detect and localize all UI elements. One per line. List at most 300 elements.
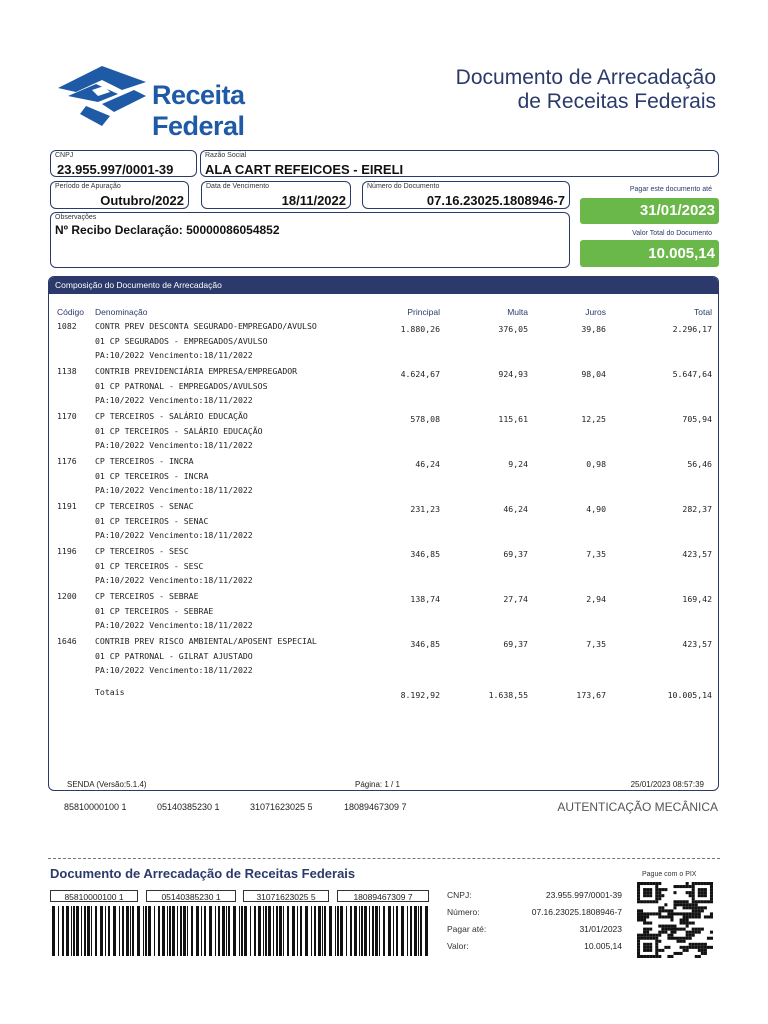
qr-module: [637, 946, 640, 949]
qr-module: [707, 937, 710, 940]
row-description: CONTR PREV DESCONTA SEGURADO-EMPREGADO/AVULSO: [95, 321, 317, 331]
qr-module: [667, 934, 670, 937]
barcode-bar: [287, 906, 289, 956]
row-period: PA:10/2022 Vencimento:18/11/2022: [95, 395, 253, 405]
qr-module: [655, 894, 658, 897]
qr-module: [637, 934, 640, 937]
qr-module: [637, 949, 640, 952]
qr-module: [698, 955, 701, 958]
qr-module: [710, 915, 713, 918]
qr-module: [677, 885, 680, 888]
row-principal: 346,85: [410, 639, 440, 649]
barcode-bar: [215, 906, 216, 956]
row-juros: 0,98: [586, 459, 606, 469]
barcode-bar: [76, 906, 79, 956]
row-multa: 46,24: [503, 504, 528, 514]
row-description: CP TERCEIROS - SESC: [95, 546, 189, 556]
qr-module: [664, 928, 667, 931]
qr-module: [692, 900, 695, 903]
row-subitem: 01 CP SEGURADOS - EMPREGADOS/AVULSO: [95, 335, 268, 346]
barcode-bar: [410, 906, 412, 956]
qr-module: [704, 915, 707, 918]
row-description: CP TERCEIROS - INCRA: [95, 456, 194, 466]
qr-module: [649, 928, 652, 931]
qr-module: [701, 949, 704, 952]
qr-module: [698, 906, 701, 909]
qr-module: [637, 912, 640, 915]
qr-module: [686, 934, 689, 937]
barcode-bar: [218, 906, 220, 956]
valor-value: 10.005,14: [580, 240, 719, 267]
qr-module: [640, 900, 643, 903]
qr-module: [646, 900, 649, 903]
qr-module: [670, 912, 673, 915]
qr-module: [637, 943, 640, 946]
periodo-label: Período de Apuração: [55, 183, 121, 190]
qr-module: [643, 888, 646, 891]
generated-datetime: 25/01/2023 08:57:39: [630, 780, 704, 789]
qr-module: [664, 909, 667, 912]
qr-module: [649, 891, 652, 894]
barcode-bar: [361, 906, 363, 956]
title-line-1: Documento de Arrecadação: [455, 66, 716, 89]
row-total: 56,46: [687, 459, 712, 469]
qr-module: [661, 949, 664, 952]
qr-module: [673, 925, 676, 928]
cnpj-value: 23.955.997/0001-39: [57, 162, 174, 177]
qr-module: [710, 894, 713, 897]
barcode-bar: [105, 906, 106, 956]
qr-module: [689, 885, 692, 888]
qr-module: [640, 909, 643, 912]
qr-module: [686, 903, 689, 906]
barcode-bar: [379, 906, 380, 956]
qr-module: [658, 912, 661, 915]
row-total: 705,94: [682, 414, 712, 424]
qr-module: [649, 912, 652, 915]
qr-module: [689, 891, 692, 894]
composition-panel: [48, 276, 719, 791]
qr-module: [698, 888, 701, 891]
qr-module: [680, 940, 683, 943]
qr-module: [670, 928, 673, 931]
qr-module: [664, 931, 667, 934]
barcode-bar: [122, 906, 124, 956]
qr-module: [701, 894, 704, 897]
qr-module: [683, 937, 686, 940]
qr-module: [689, 922, 692, 925]
qr-module: [661, 909, 664, 912]
row-principal: 231,23: [410, 504, 440, 514]
qr-module: [701, 900, 704, 903]
qr-module: [661, 931, 664, 934]
qr-module: [701, 891, 704, 894]
qr-module: [710, 900, 713, 903]
qr-module: [661, 894, 664, 897]
qr-module: [683, 946, 686, 949]
qr-module: [643, 931, 646, 934]
barcode-bar: [393, 906, 394, 956]
stub-cnpj-label: CNPJ:: [447, 890, 472, 900]
barcode-bar: [346, 906, 347, 956]
qr-module: [686, 925, 689, 928]
qr-module: [692, 897, 695, 900]
qr-module: [683, 928, 686, 931]
qr-module: [643, 900, 646, 903]
qr-module: [680, 903, 683, 906]
qr-module: [689, 894, 692, 897]
qr-module: [707, 915, 710, 918]
qr-module: [695, 882, 698, 885]
qr-module: [692, 888, 695, 891]
totals-label: Totais: [95, 687, 125, 697]
qr-module: [698, 891, 701, 894]
qr-module: [673, 906, 676, 909]
qr-module: [683, 915, 686, 918]
qr-module: [646, 955, 649, 958]
qr-module: [646, 891, 649, 894]
qr-module: [646, 888, 649, 891]
row-subitem: 01 CP TERCEIROS - SEBRAE: [95, 605, 214, 616]
barcode-bar: [81, 906, 82, 956]
qr-module: [652, 912, 655, 915]
obs-value: Nº Recibo Declaração: 50000086054852: [55, 223, 280, 237]
qr-module: [646, 931, 649, 934]
barcode-bar: [158, 906, 160, 956]
row-juros: 4,90: [586, 504, 606, 514]
qr-module: [637, 915, 640, 918]
row-multa: 27,74: [503, 594, 528, 604]
pix-label: Pague com o PIX: [642, 871, 697, 878]
qr-module: [710, 937, 713, 940]
qr-module: [704, 900, 707, 903]
totals-multa: 1.638,55: [488, 690, 528, 700]
qr-module: [704, 946, 707, 949]
razao-social-field: [200, 150, 719, 177]
barcode-bar: [66, 906, 69, 956]
barcode-bar: [91, 906, 92, 956]
qr-module: [646, 946, 649, 949]
barcode-bar: [279, 906, 282, 956]
qr-module: [689, 915, 692, 918]
barcode-bar: [322, 906, 323, 956]
qr-module: [667, 928, 670, 931]
qr-module: [652, 937, 655, 940]
row-multa: 69,37: [503, 549, 528, 559]
barcode-bar: [154, 906, 155, 956]
qr-module: [667, 909, 670, 912]
qr-module: [646, 882, 649, 885]
stub-code-3: 31071623025 5: [243, 890, 329, 902]
qr-module: [661, 888, 664, 891]
barcode-bar: [283, 906, 284, 956]
qr-module: [698, 909, 701, 912]
barcode-bar: [228, 906, 230, 956]
qr-module: [655, 943, 658, 946]
qr-module: [677, 940, 680, 943]
qr-module: [670, 925, 673, 928]
digitable-code-3: 31071623025 5: [250, 802, 313, 812]
barcode-bar: [311, 906, 312, 956]
qr-module: [667, 925, 670, 928]
qr-module: [649, 900, 652, 903]
qr-module: [643, 891, 646, 894]
qr-module: [640, 882, 643, 885]
qr-module: [670, 931, 673, 934]
qr-module: [683, 903, 686, 906]
qr-module: [670, 955, 673, 958]
qr-module: [643, 882, 646, 885]
qr-module: [655, 897, 658, 900]
qr-module: [686, 937, 689, 940]
barcode-bar: [172, 906, 175, 956]
qr-module: [640, 955, 643, 958]
barcode-bar: [396, 906, 398, 956]
qr-module: [704, 894, 707, 897]
row-subitem: 01 CP TERCEIROS - SESC: [95, 560, 204, 571]
barcode-bar: [369, 906, 370, 956]
barcode-bar: [244, 906, 247, 956]
row-code: 1170: [57, 411, 77, 421]
qr-module: [683, 906, 686, 909]
qr-module: [643, 949, 646, 952]
qr-module: [658, 909, 661, 912]
qr-module: [683, 900, 686, 903]
qr-module: [637, 891, 640, 894]
qr-module: [686, 882, 689, 885]
row-juros: 7,35: [586, 639, 606, 649]
barcode-bar: [148, 906, 151, 956]
barcode-bar: [130, 906, 131, 956]
qr-module: [686, 922, 689, 925]
qr-module: [704, 888, 707, 891]
qr-module: [643, 934, 646, 937]
autenticacao-mecanica: AUTENTICAÇÃO MECÂNICA: [557, 800, 718, 814]
barcode-bar: [209, 906, 212, 956]
logo-text: Receita Federal: [152, 80, 245, 141]
qr-module: [710, 891, 713, 894]
row-subitem: 01 CP TERCEIROS - SALÁRIO EDUCAÇÃO: [95, 425, 263, 436]
qr-module: [670, 918, 673, 921]
qr-module: [655, 949, 658, 952]
qr-module: [695, 946, 698, 949]
row-principal: 4.624,67: [400, 369, 440, 379]
qr-module: [670, 909, 673, 912]
qr-module: [655, 885, 658, 888]
row-subitem: 01 CP TERCEIROS - SENAC: [95, 515, 209, 526]
qr-module: [698, 915, 701, 918]
qr-module: [643, 946, 646, 949]
qr-module: [689, 903, 692, 906]
row-juros: 39,86: [581, 324, 606, 334]
barcode-bar: [305, 906, 308, 956]
qr-module: [664, 925, 667, 928]
razao-value: ALA CART REFEICOES - EIRELI: [205, 162, 404, 177]
row-multa: 9,24: [508, 459, 528, 469]
qr-module: [658, 891, 661, 894]
row-multa: 115,61: [498, 414, 528, 424]
receita-logo-icon: [52, 62, 152, 128]
qr-module: [637, 918, 640, 921]
numero-label: Número do Documento: [367, 183, 440, 190]
qr-module: [710, 882, 713, 885]
digitable-code-2: 05140385230 1: [157, 802, 220, 812]
qr-module: [698, 900, 701, 903]
header-denominacao: Denominação: [95, 307, 148, 317]
qr-module: [637, 955, 640, 958]
obs-label: Observações: [55, 214, 97, 221]
qr-module: [640, 915, 643, 918]
qr-module: [673, 952, 676, 955]
barcode-bar: [241, 906, 243, 956]
row-principal: 578,08: [410, 414, 440, 424]
barcode-bar: [383, 906, 385, 956]
qr-module: [701, 909, 704, 912]
barcode-bar: [359, 906, 360, 956]
barcode-bar: [145, 906, 147, 956]
row-period: PA:10/2022 Vencimento:18/11/2022: [95, 575, 253, 585]
row-multa: 376,05: [498, 324, 528, 334]
barcode-bar: [265, 906, 267, 956]
numero-value: 07.16.23025.1808946-7: [426, 193, 565, 208]
row-subitem: 01 CP TERCEIROS - INCRA: [95, 470, 209, 481]
header-principal: Principal: [407, 307, 440, 317]
row-period: PA:10/2022 Vencimento:18/11/2022: [95, 440, 253, 450]
barcode-bar: [100, 906, 103, 956]
qr-module: [692, 885, 695, 888]
qr-module: [658, 915, 661, 918]
barcode-bar: [350, 906, 352, 956]
qr-module: [673, 891, 676, 894]
barcode-bar: [354, 906, 357, 956]
qr-module: [683, 949, 686, 952]
qr-module: [686, 891, 689, 894]
vencimento-field: [201, 181, 351, 209]
qr-module: [698, 946, 701, 949]
qr-module: [677, 928, 680, 931]
row-code: 1176: [57, 456, 77, 466]
barcode-bar: [335, 906, 336, 956]
qr-module: [710, 912, 713, 915]
row-period: PA:10/2022 Vencimento:18/11/2022: [95, 530, 253, 540]
row-juros: 7,35: [586, 549, 606, 559]
barcode-bar: [254, 906, 256, 956]
barcode-bar: [329, 906, 332, 956]
barcode-bar: [62, 906, 64, 956]
barcode-bar: [250, 906, 251, 956]
qr-module: [695, 909, 698, 912]
qr-module: [704, 906, 707, 909]
receita-logo: [52, 62, 342, 141]
row-total: 5.647,64: [672, 369, 712, 379]
qr-module: [658, 934, 661, 937]
qr-module: [692, 882, 695, 885]
qr-module: [695, 900, 698, 903]
barcode-bar: [119, 906, 120, 956]
barcode: [50, 906, 430, 956]
qr-module: [710, 946, 713, 949]
qr-module: [683, 885, 686, 888]
qr-module: [677, 937, 680, 940]
barcode-bar: [84, 906, 86, 956]
barcode-bar: [226, 906, 227, 956]
qr-module: [686, 918, 689, 921]
qr-module: [698, 928, 701, 931]
row-description: CONTRIB PREV RISCO AMBIENTAL/APOSENT ESPECIAL: [95, 636, 317, 646]
qr-module: [640, 934, 643, 937]
row-code: 1196: [57, 546, 77, 556]
observacoes-field: [50, 212, 570, 268]
qr-module: [686, 900, 689, 903]
qr-module: [649, 943, 652, 946]
qr-module: [658, 931, 661, 934]
qr-module: [677, 900, 680, 903]
qr-module: [673, 912, 676, 915]
qr-module: [637, 952, 640, 955]
qr-module: [637, 940, 640, 943]
header-juros: Juros: [585, 307, 606, 317]
qr-module: [680, 918, 683, 921]
qr-module: [649, 922, 652, 925]
row-period: PA:10/2022 Vencimento:18/11/2022: [95, 350, 253, 360]
qr-module: [695, 931, 698, 934]
qr-module: [655, 912, 658, 915]
razao-label: Razão Social: [205, 152, 247, 159]
qr-module: [640, 937, 643, 940]
barcode-bar: [143, 906, 144, 956]
qr-module: [698, 912, 701, 915]
qr-module: [710, 897, 713, 900]
qr-module: [655, 946, 658, 949]
qr-module: [686, 885, 689, 888]
header-codigo: Código: [57, 307, 84, 317]
row-juros: 12,25: [581, 414, 606, 424]
qr-module: [698, 943, 701, 946]
barcode-bar: [52, 906, 55, 956]
qr-module: [689, 943, 692, 946]
qr-module: [686, 949, 689, 952]
header-multa: Multa: [507, 307, 528, 317]
qr-module: [670, 915, 673, 918]
qr-module: [637, 909, 640, 912]
stub-code-1: 85810000100 1: [50, 890, 138, 902]
cut-line: [48, 858, 720, 859]
qr-module: [655, 888, 658, 891]
vencimento-label: Data de Vencimento: [206, 183, 270, 190]
periodo-field: [50, 181, 189, 209]
qr-module: [689, 946, 692, 949]
qr-module: [643, 943, 646, 946]
qr-module: [655, 937, 658, 940]
qr-module: [667, 915, 670, 918]
barcode-bar: [137, 906, 140, 956]
barcode-bar: [180, 906, 182, 956]
row-subitem: 01 CP PATRONAL - GILRAT AJUSTADO: [95, 650, 253, 661]
totals-principal: 8.192,92: [400, 690, 440, 700]
qr-module: [692, 931, 695, 934]
qr-module: [692, 906, 695, 909]
qr-module: [692, 928, 695, 931]
qr-module: [661, 928, 664, 931]
qr-module: [695, 915, 698, 918]
stub-code-2: 05140385230 1: [146, 890, 236, 902]
row-period: PA:10/2022 Vencimento:18/11/2022: [95, 620, 253, 630]
barcode-bar: [425, 906, 428, 956]
vencimento-value: 18/11/2022: [281, 193, 346, 208]
page-number: Página: 1 / 1: [355, 780, 400, 789]
barcode-bar: [420, 906, 422, 956]
barcode-bar: [126, 906, 129, 956]
